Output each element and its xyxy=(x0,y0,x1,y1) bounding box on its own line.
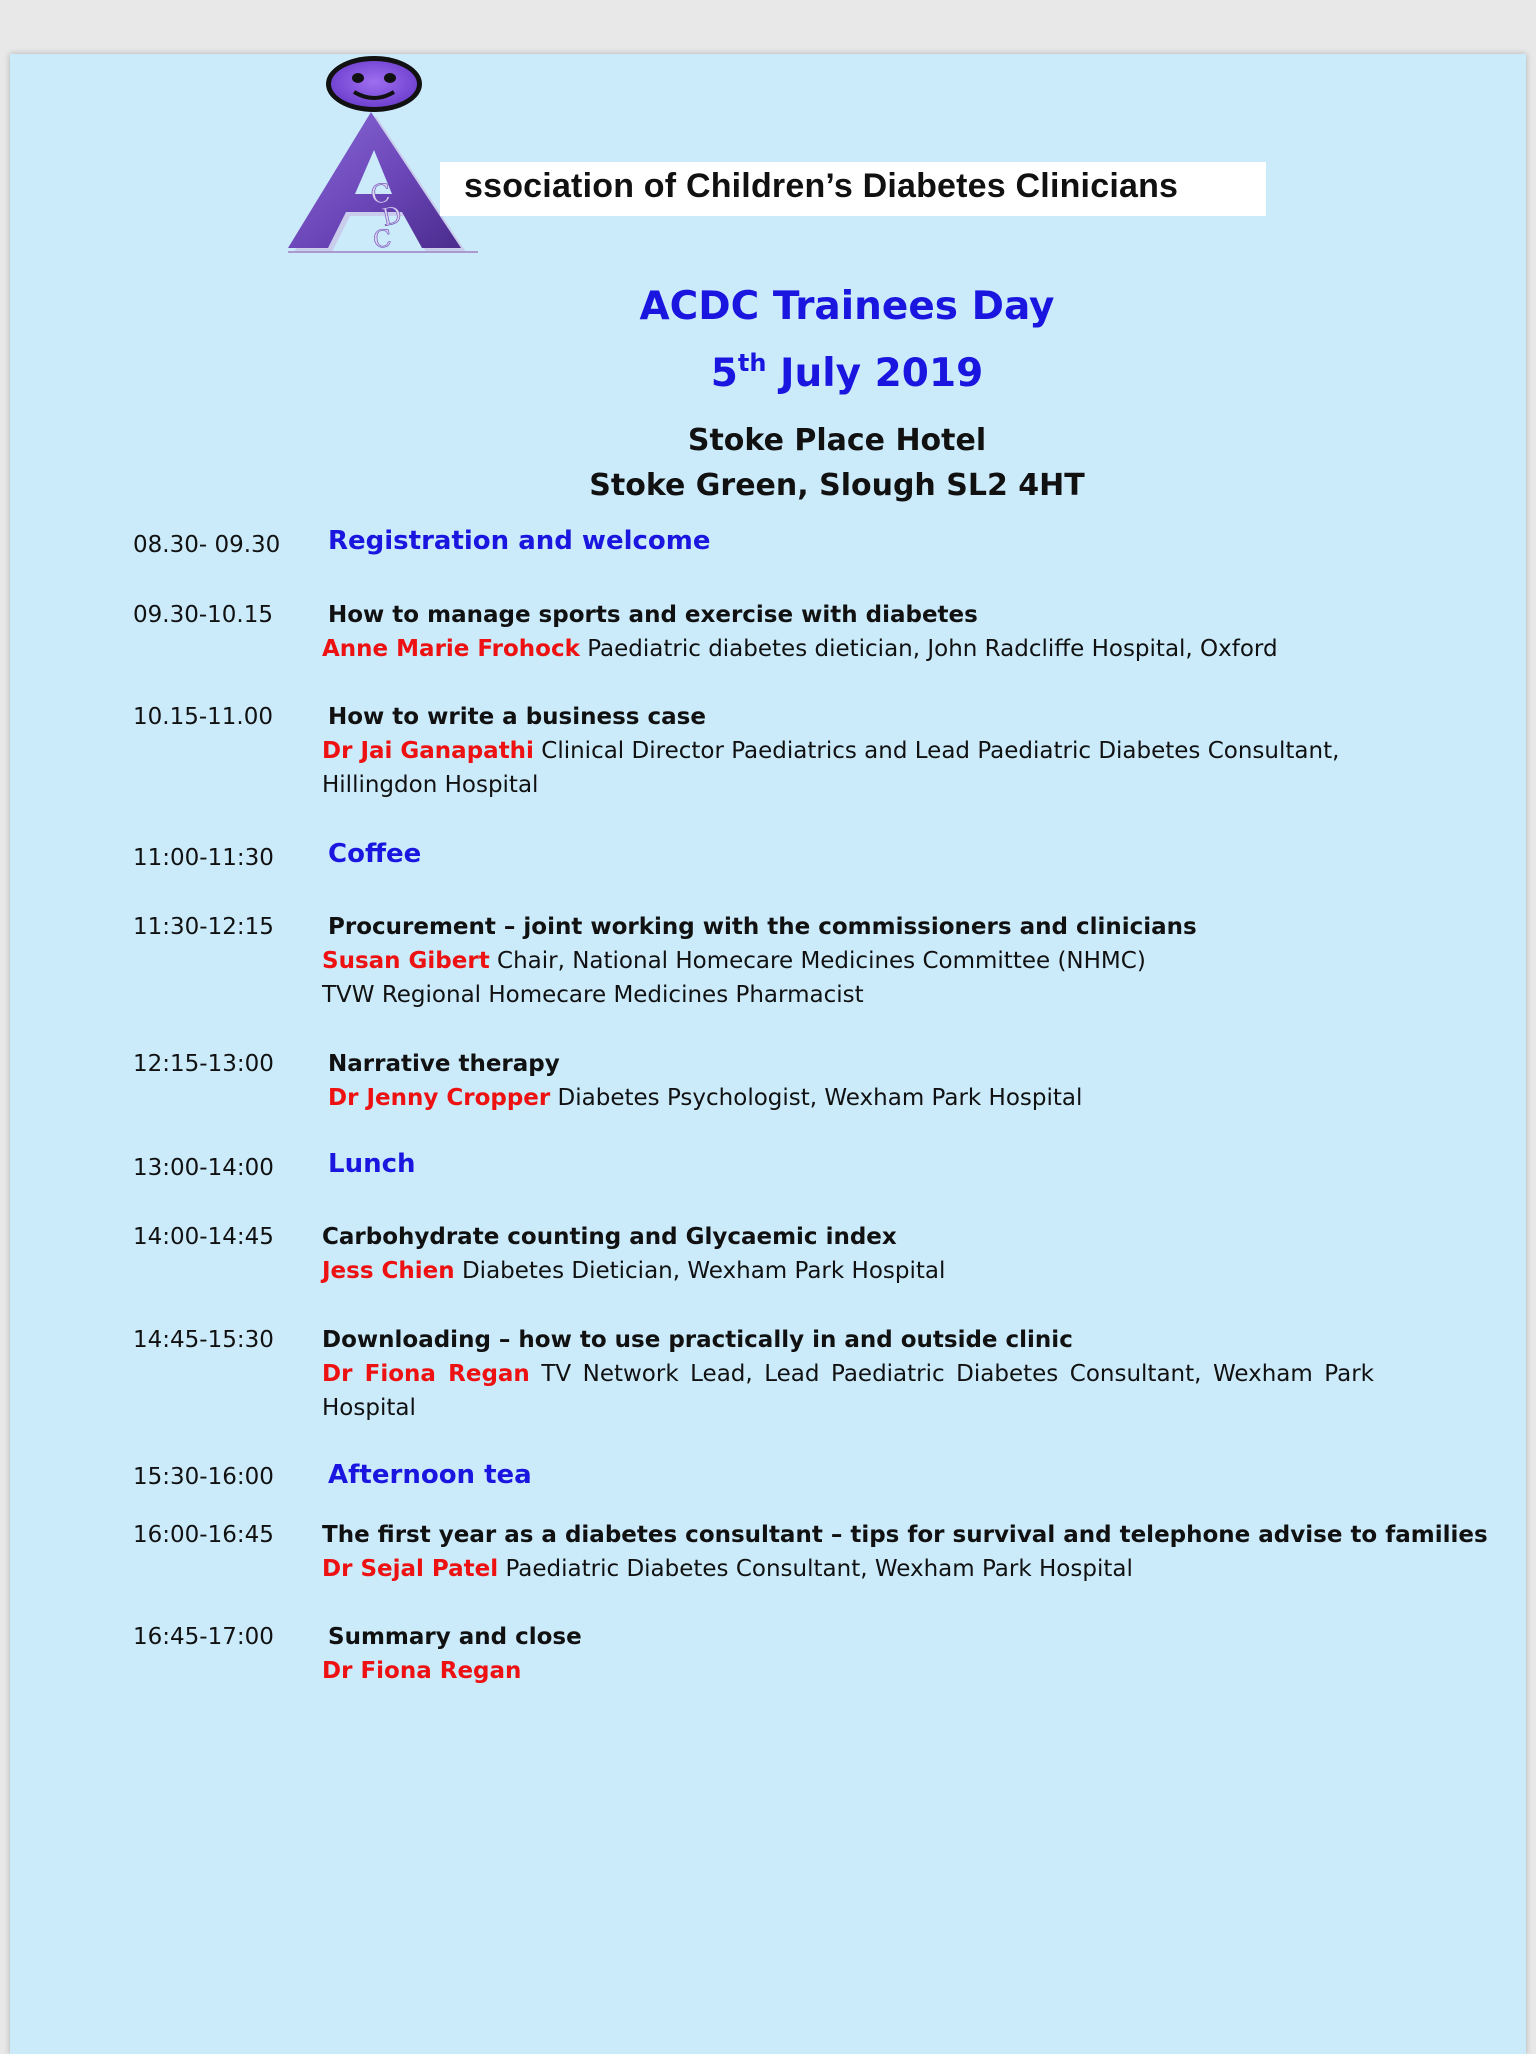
date-rest: July 2019 xyxy=(780,351,984,396)
session-time: 15:30-16:00 xyxy=(133,1464,274,1490)
session-title: Afternoon tea xyxy=(328,1460,532,1490)
event-title: ACDC Trainees Day xyxy=(639,284,1055,329)
session-time: 12:15-13:00 xyxy=(133,1051,274,1077)
logo-letter-c2: C xyxy=(371,224,393,254)
speaker-line xyxy=(322,1254,1392,1288)
venue-address: Stoke Green, Slough SL2 4HT xyxy=(589,468,1085,503)
speaker-role: TV Network Lead, Lead Paediatric Diabetes Consultant, Wexham Park Hospital xyxy=(322,1361,1374,1421)
speaker-name: Dr Sejal Patel xyxy=(322,1556,499,1582)
session-time: 16:00-16:45 xyxy=(133,1522,274,1548)
speaker-name: Anne Marie Frohock xyxy=(322,636,580,662)
session-title: Narrative therapy xyxy=(328,1051,560,1077)
session-time: 13:00-14:00 xyxy=(133,1155,274,1181)
session-time: 11:30-12:15 xyxy=(133,914,274,940)
speaker-name: Susan Gibert xyxy=(322,948,490,974)
speaker-role: Chair, National Homecare Medicines Committee (NHMC) xyxy=(489,948,1146,974)
speaker-name: Dr Fiona Regan xyxy=(322,1361,530,1387)
speaker-line xyxy=(322,1081,1392,1115)
speaker-role: Paediatric Diabetes Consultant, Wexham Park Hospital xyxy=(498,1556,1133,1582)
session-time: 16:45-17:00 xyxy=(133,1624,274,1650)
session-title: Lunch xyxy=(328,1149,416,1179)
speaker-line xyxy=(322,734,1374,802)
session-title: The first year as a diabetes consultant – tips for survival and telephone advise to families xyxy=(322,1522,1488,1548)
speaker-name: Dr Fiona Regan xyxy=(322,1658,522,1684)
session-title: Registration and welcome xyxy=(328,526,711,556)
session-title: How to write a business case xyxy=(328,704,706,730)
session-time: 09.30-10.15 xyxy=(133,602,273,628)
speaker-line xyxy=(322,1357,1374,1425)
session-title: How to manage sports and exercise with diabetes xyxy=(328,602,978,628)
session-title: Carbohydrate counting and Glycaemic index xyxy=(322,1224,897,1250)
session-title: Downloading – how to use practically in and outside clinic xyxy=(322,1327,1073,1353)
session-time: 14:45-15:30 xyxy=(133,1327,274,1353)
session-time: 11:00-11:30 xyxy=(133,845,274,871)
session-time: 08.30- 09.30 xyxy=(133,532,281,558)
logo-letter-c1: C xyxy=(368,178,393,211)
speaker-name: Dr Jai Ganapathi xyxy=(322,738,534,764)
speaker-name: Jess Chien xyxy=(322,1258,455,1284)
speaker-line xyxy=(322,1552,1392,1586)
session-time: 10.15-11.00 xyxy=(133,704,273,730)
date-suffix: th xyxy=(737,349,767,377)
event-date xyxy=(337,351,1357,396)
session-time: 14:00-14:45 xyxy=(133,1224,274,1250)
session-title: Coffee xyxy=(328,839,422,869)
org-name: ssociation of Children’s Diabetes Clinicians xyxy=(464,167,1179,205)
date-day: 5 xyxy=(710,351,738,396)
session-title: Summary and close xyxy=(328,1624,582,1650)
document-page xyxy=(10,54,1526,2054)
venue: Stoke Place Hotel xyxy=(687,423,987,458)
session-title: Procurement – joint working with the commissioners and clinicians xyxy=(328,914,1197,940)
speaker-role: Diabetes Dietician, Wexham Park Hospital xyxy=(454,1258,946,1284)
speaker-role: Clinical Director Paediatrics and Lead Paediatric Diabetes Consultant, Hillingdon Hospital xyxy=(322,738,1340,798)
speaker-name: Dr Jenny Cropper xyxy=(328,1085,551,1111)
speaker-role: Paediatric diabetes dietician, John Radcliffe Hospital, Oxford xyxy=(579,636,1278,662)
speaker-line xyxy=(322,944,1392,978)
speaker-role-line2: TVW Regional Homecare Medicines Pharmacist xyxy=(322,982,864,1008)
logo-letter-d: D xyxy=(379,200,405,232)
acdc-logo xyxy=(254,54,494,264)
speaker-role: Diabetes Psychologist, Wexham Park Hospital xyxy=(550,1085,1083,1111)
speaker-line xyxy=(322,1654,1392,1688)
speaker-line xyxy=(322,632,1392,666)
